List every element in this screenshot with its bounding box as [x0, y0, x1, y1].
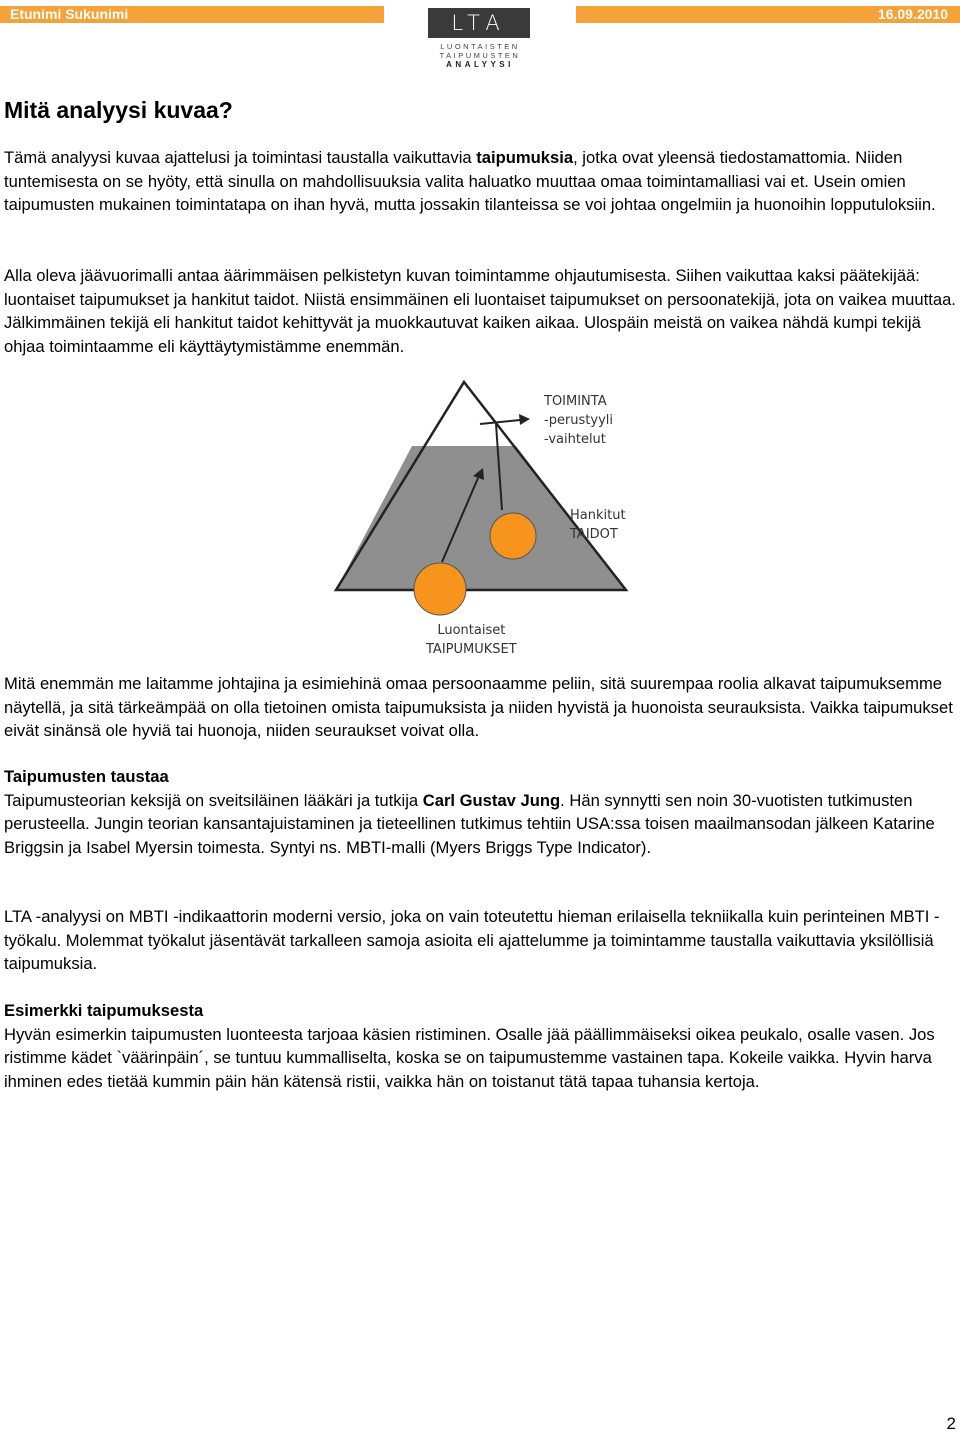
logo-line-1: LUONTAISTEN [440, 42, 520, 51]
intro-bold-term: taipumuksia [476, 148, 574, 167]
intro-paragraph-2: Alla oleva jäävuorimalli antaa äärimmäisen pelkistetyn kuvan toimintamme ohjautumisesta. Siihen vaikuttaa kaksi päätekijää: luontaiset taipumukset ja hankitut taidot. Niistä ensimmäinen eli luontaiset taipumukset on persoonatekijä, jota on vaikea muuttaa. Jälkimmäinen tekijä eli hankitut taidot kehittyvät ja muokkautuvat kaiken aikaa. Ulospäin meistä on vaikea nähdä kumpi tekijä ohjaa toimintaamme eli käyttäytymistämme enemmän. [4, 266, 956, 356]
jung-name: Carl Gustav Jung [422, 790, 561, 810]
author-name: Etunimi Sukunimi [10, 6, 129, 22]
lta-logo [426, 6, 534, 68]
label-hankitut: Hankitut TAIDOT [570, 508, 626, 542]
body-paragraph-5: LTA -analyysi on MBTI -indikaattorin moderni versio, joka on vain toteutettu hieman erilaisella tekniikalla kuin perinteinen MBTI -työkalu. Molemmat työkalut jäsentävät tarkalleen samoja asioita eli ajattelumme ja toimintamme taustalla vaikuttavia yksilöllisiä taipumuksia. [4, 907, 940, 973]
intro-text-a: Tämä analyysi kuvaa ajattelusi ja toimintasi taustalla vaikuttavia [4, 148, 477, 167]
example-text: Hyvän esimerkin taipumusten luonteesta tarjoaa käsien ristiminen. Osalle jää päällimmäiseksi oikea peukalo, osalle vasen. Jos ristimme kädet `väärinpäin´, se tuntuu kummalliselta, koska se on taipumustemme vastainen tapa. Kokeile vaikka. Hyvin harva ihminen edes tietää kummin päin hän kätensä ristii, vaikka hän on toistanut tätä tapaa tuhansia kertoja. [4, 1024, 935, 1091]
section-background [4, 765, 958, 859]
logo-letters: LTA [451, 11, 507, 35]
arrow-action-line [480, 420, 520, 424]
skills-circle [490, 513, 536, 559]
heading-esimerkki: Esimerkki taipumuksesta [4, 1001, 204, 1020]
section-example [4, 999, 958, 1093]
iceberg-diagram [330, 378, 630, 662]
page-title: Mitä analyysi kuvaa? [4, 97, 233, 123]
logo-line-3: ANALYYSI [446, 60, 514, 69]
label-luontaiset: Luontaiset TAIPUMUKSET [426, 623, 517, 657]
page-number: 2 [946, 1414, 956, 1433]
body-paragraph-3: Mitä enemmän me laitamme johtajina ja esimiehinä omaa persoonaamme peliin, sitä suurempaa roolia alkavat taipumuksemme näytellä, ja sitä tärkeämpää on olla tietoinen omista taipumuksista ja niiden hyvistä ja huonoista seurauksista. Vaikka taipumukset eivät sinänsä ole hyviä tai huonoja, niiden seuraukset voivat olla. [4, 674, 953, 740]
intro-text-b: , jotka ovat yleensä tiedostamattomia. Niiden tuntemisesta on se hyöty, että sinulla on mahdollisuuksia valita haluatko muuttaa omaa toimintamalliasi vai et. Usein omien taipumusten mukainen toimintatapa on ihan hyvä, mutta jossakin tilanteissa se voi johtaa ongelmiin ja huonoihin lopputuloksiin. [4, 148, 936, 214]
heading-taustaa: Taipumusten taustaa [4, 767, 169, 786]
logo-mark [428, 8, 530, 38]
header-date-bar [576, 6, 960, 23]
document-date: 16.09.2010 [877, 6, 948, 22]
label-toiminta: TOIMINTA -perustyyli -vaihtelut [544, 394, 614, 447]
arrow-action-head [519, 414, 530, 425]
background-text-b: . Hän synnytti sen noin 30-vuotisten tutkimusten perusteella. Jungin teorian kansantajuistaminen ja tieteellinen tutkimus tehtiin USA:ssa toisen maailmansodan jälkeen Katarine Briggsin ja Isabel Myersin toimesta. Syntyi ns. MBTI-malli (Myers Briggs Type Indicator). [4, 790, 935, 857]
header-author-bar [0, 6, 384, 23]
logo-line-2: TAIPUMUSTEN [439, 51, 521, 60]
tendencies-circle [414, 563, 466, 615]
intro-paragraph-1 [4, 146, 958, 217]
background-text-a: Taipumusteorian keksijä on sveitsiläinen lääkäri ja tutkija [4, 790, 423, 810]
